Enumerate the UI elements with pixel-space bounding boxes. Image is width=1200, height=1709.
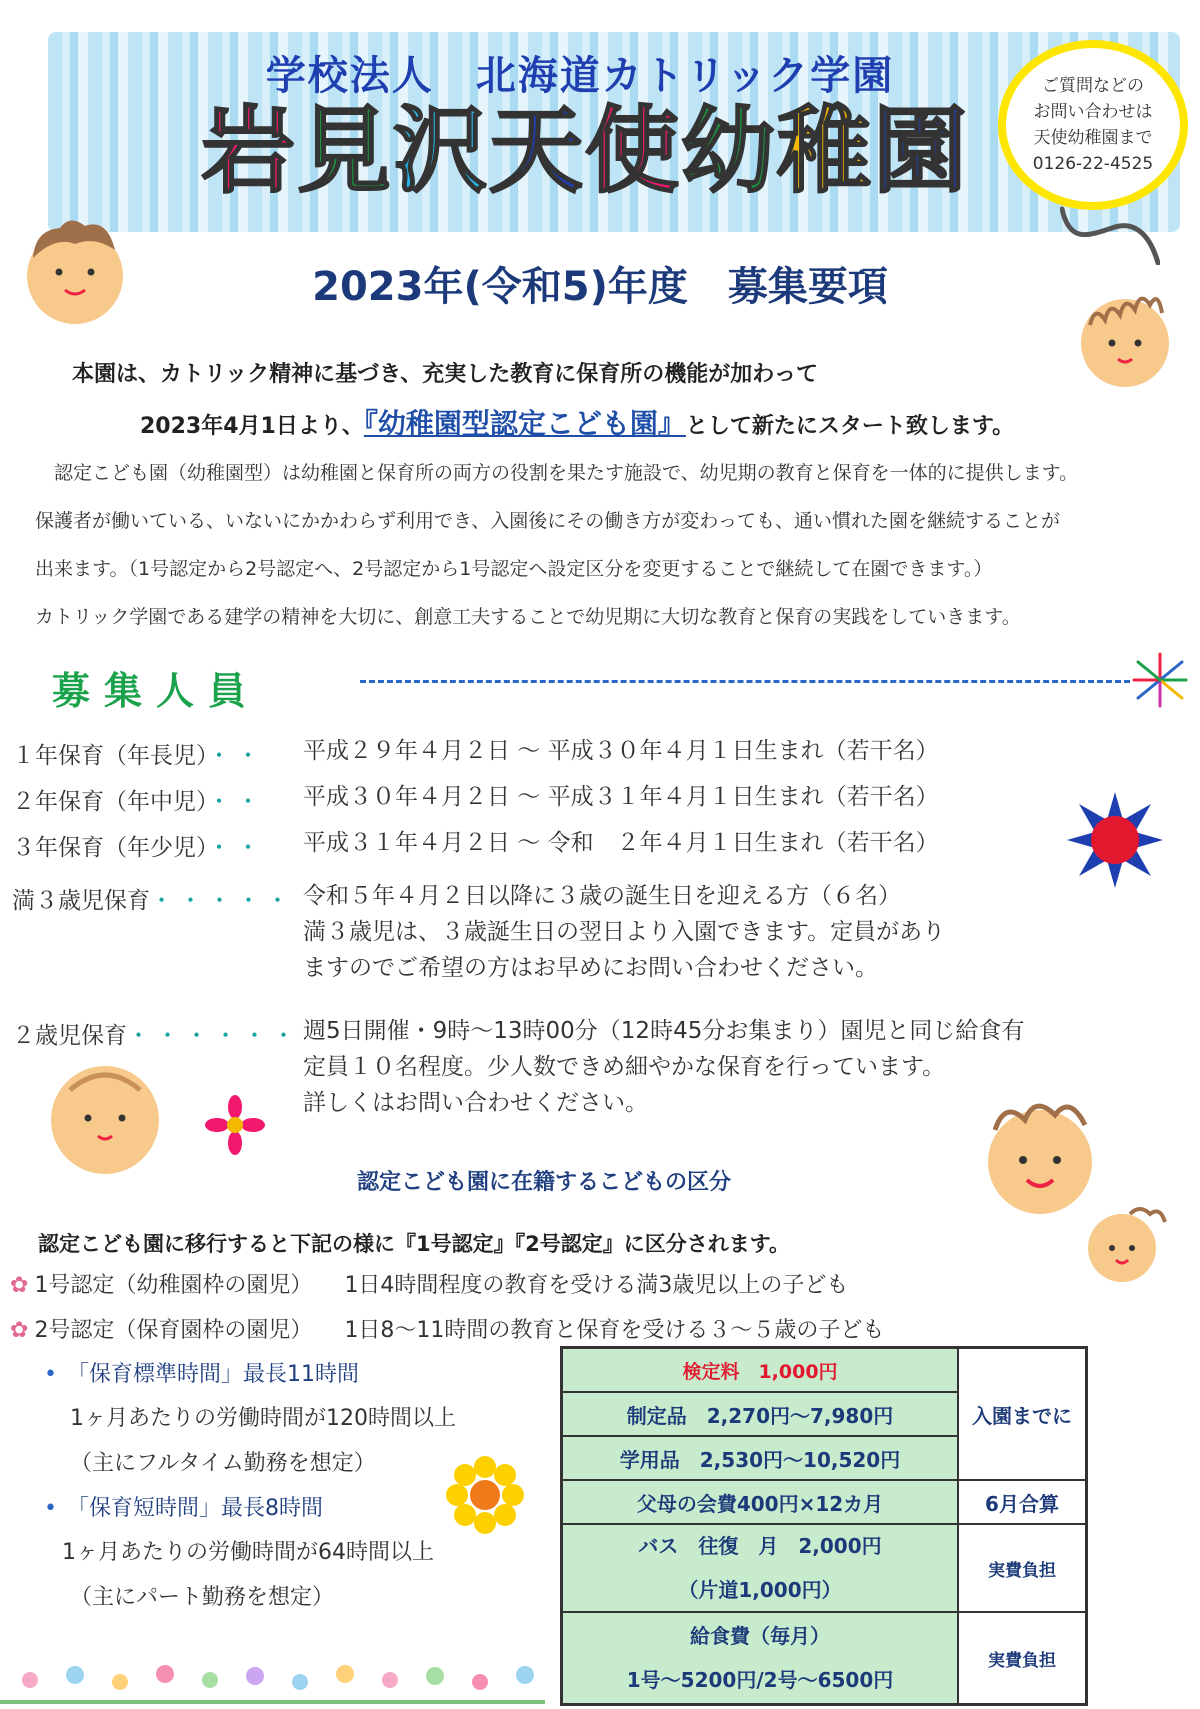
fee-note-cell: 実費負担 xyxy=(958,1612,1086,1704)
paragraph-line: カトリック学園である建学の精神を大切に、創意工夫することで幼児期に大切な教育と保育の実践をしていきます。 xyxy=(35,606,1021,628)
sunflower-icon xyxy=(445,1455,525,1535)
fee-note-cell: 入園までに xyxy=(958,1348,1086,1480)
row-label-text: ２歳児保育 xyxy=(12,1023,127,1049)
row-dots: ・・・・・・ xyxy=(127,1023,301,1049)
fee-line: 1号～5200円/2号～6500円 xyxy=(626,1668,894,1692)
category-heading: 認定こども園に在籍するこどもの区分 xyxy=(357,1170,732,1195)
row-line: ますのでご希望の方はお早めにお問い合わせください。 xyxy=(303,955,878,981)
row-label-text: 満３歳児保育 xyxy=(12,888,150,914)
category-label: 2号認定（保育園枠の園児） xyxy=(34,1318,313,1343)
row-line: 詳しくはお問い合わせください。 xyxy=(303,1090,648,1116)
fee-table xyxy=(560,1346,1088,1706)
intro-date: 2023年4月1日より、 xyxy=(140,414,364,439)
contact-speech-bubble xyxy=(998,40,1188,210)
bullet-title: 「保育標準時間」最長11時間 xyxy=(66,1362,359,1387)
paragraph-line: 認定こども園（幼稚園型）は幼稚園と保育所の両方の役割を果たす施設で、幼児期の教育と保育を一体的に提供します。 xyxy=(35,462,1079,484)
school-name-char: 天 xyxy=(488,97,585,206)
row-label-text: １年保育（年長児） xyxy=(12,743,208,769)
school-name xyxy=(195,97,975,206)
fee-line: 給食費（毎月） xyxy=(690,1624,830,1648)
recruit-row-label xyxy=(12,737,266,770)
intro-line-2 xyxy=(140,402,1014,442)
category-item xyxy=(10,1313,884,1344)
fee-line: （片道1,000円） xyxy=(678,1578,842,1602)
intro-suffix: として新たにスタート致します。 xyxy=(685,414,1015,439)
blossom-icon: ✿ xyxy=(10,1318,29,1343)
category-label: 1号認定（幼稚園枠の園児） xyxy=(34,1273,313,1298)
recruit-row-text: 平成３０年４月２日 ～ 平成３１年４月１日生まれ（若干名） xyxy=(303,784,939,810)
school-name-char: 岩 xyxy=(200,97,297,206)
bubble-tail-icon xyxy=(1060,205,1160,265)
recruit-row-label xyxy=(12,829,266,862)
bullet-icon: • xyxy=(44,1496,57,1521)
fee-cell: 学用品 2,530円～10,520円 xyxy=(562,1436,958,1480)
school-name-char: 使 xyxy=(585,97,682,206)
row-line: 定員１０名程度。少人数できめ細やかな保育を行っています。 xyxy=(303,1054,946,1080)
contact-line: ご質問などの xyxy=(1042,76,1144,96)
intro-highlight: 『幼稚園型認定こども園』 xyxy=(363,407,686,440)
school-name-char: 稚 xyxy=(777,97,874,206)
flower-icon xyxy=(205,1095,265,1155)
recruit-heading: 募集人員 xyxy=(52,669,261,713)
contact-phone[interactable]: 0126-22-4525 xyxy=(1032,154,1154,174)
fee-note-cell: 6月合算 xyxy=(958,1480,1086,1524)
child-face-icon xyxy=(1070,285,1180,395)
recruit-row-text: 平成２９年４月２日 ～ 平成３０年４月１日生まれ（若干名） xyxy=(303,738,939,764)
row-line: 週5日開催・9時～13時00分（12時45分お集まり）園児と同じ給食有 xyxy=(303,1018,1025,1044)
bullet-line: 1ヶ月あたりの労働時間が64時間以上 xyxy=(62,1540,434,1565)
row-dots: ・・ xyxy=(207,835,266,861)
school-name-char: 幼 xyxy=(681,97,778,206)
row-dots: ・・ xyxy=(207,789,266,815)
sun-icon xyxy=(1065,790,1165,890)
firework-icon xyxy=(1130,650,1190,710)
row-dots: ・・・・・ xyxy=(150,888,295,914)
bullet-line: （主にフルタイム勤務を想定） xyxy=(70,1451,376,1476)
row-line: 令和５年４月２日以降に３歳の誕生日を迎える方（６名） xyxy=(303,883,901,909)
bullet-line: （主にパート勤務を想定） xyxy=(70,1585,335,1610)
child-face-icon xyxy=(15,210,135,330)
recruit-row-text: 平成３１年４月２日 ～ 令和 ２年４月１日生まれ（若干名） xyxy=(303,830,939,856)
paragraph-line: 出来ます。（1号認定から2号認定へ、2号認定から1号認定へ設定区分を変更することで継続して在園できます。） xyxy=(35,558,993,580)
bullet-icon: • xyxy=(44,1362,57,1387)
recruit-row-text xyxy=(303,1013,1024,1121)
bullet-line: 1ヶ月あたりの労働時間が120時間以上 xyxy=(70,1406,456,1431)
category-desc: 1日4時間程度の教育を受ける満3歳児以上の子ども xyxy=(344,1273,849,1298)
child-face-icon xyxy=(1080,1200,1170,1290)
fee-line: バス 往復 月 2,000円 xyxy=(638,1534,882,1558)
blossom-icon: ✿ xyxy=(10,1273,29,1298)
bullet-item xyxy=(44,1357,359,1388)
dashed-divider xyxy=(360,680,1130,683)
paragraph-line: 保護者が働いている、いないにかかわらず利用でき、入園後にその働き方が変わっても、通い慣れた園を継続することが xyxy=(35,510,1061,532)
page-title: 2023年(令和5)年度 募集要項 xyxy=(312,264,888,310)
category-item xyxy=(10,1268,848,1299)
fee-cell xyxy=(562,1524,958,1612)
fee-cell: 制定品 2,270円～7,980円 xyxy=(562,1392,958,1436)
bullet-item xyxy=(44,1491,323,1522)
fee-cell xyxy=(562,1612,958,1704)
fee-cell: 検定料 1,000円 xyxy=(562,1348,958,1392)
child-face-icon xyxy=(40,1050,170,1180)
school-name-char: 見 xyxy=(296,97,393,206)
contact-line: お問い合わせは xyxy=(1033,102,1153,122)
category-intro: 認定こども園に移行すると下記の様に『1号認定』『2号認定』に区分されます。 xyxy=(38,1232,791,1256)
bullet-title: 「保育短時間」最長8時間 xyxy=(66,1496,323,1521)
row-line: 満３歳児は、３歳誕生日の翌日より入園できます。定員があり xyxy=(303,919,946,945)
category-desc: 1日8～11時間の教育と保育を受ける３～５歳の子ども xyxy=(344,1318,885,1343)
row-label-text: ３年保育（年少児） xyxy=(12,835,208,861)
recruit-row-label xyxy=(12,1017,301,1050)
school-name-char: 沢 xyxy=(392,97,489,206)
fee-note-cell: 実費負担 xyxy=(958,1524,1086,1612)
school-name-char: 園 xyxy=(873,97,970,206)
recruit-row-label xyxy=(12,783,266,816)
intro-line-1: 本園は、カトリック精神に基づき、充実した教育に保育所の機能が加わって xyxy=(72,362,819,387)
recruit-row-text xyxy=(303,878,945,986)
fee-cell: 父母の会費400円×12カ月 xyxy=(562,1480,958,1524)
flower-border-icon xyxy=(0,1630,545,1709)
row-label-text: ２年保育（年中児） xyxy=(12,789,208,815)
recruit-row-label xyxy=(12,882,295,915)
corporation-name: 学校法人 北海道カトリック学園 xyxy=(265,53,895,99)
contact-line: 天使幼稚園まで xyxy=(1033,128,1153,148)
row-dots: ・・ xyxy=(207,743,266,769)
